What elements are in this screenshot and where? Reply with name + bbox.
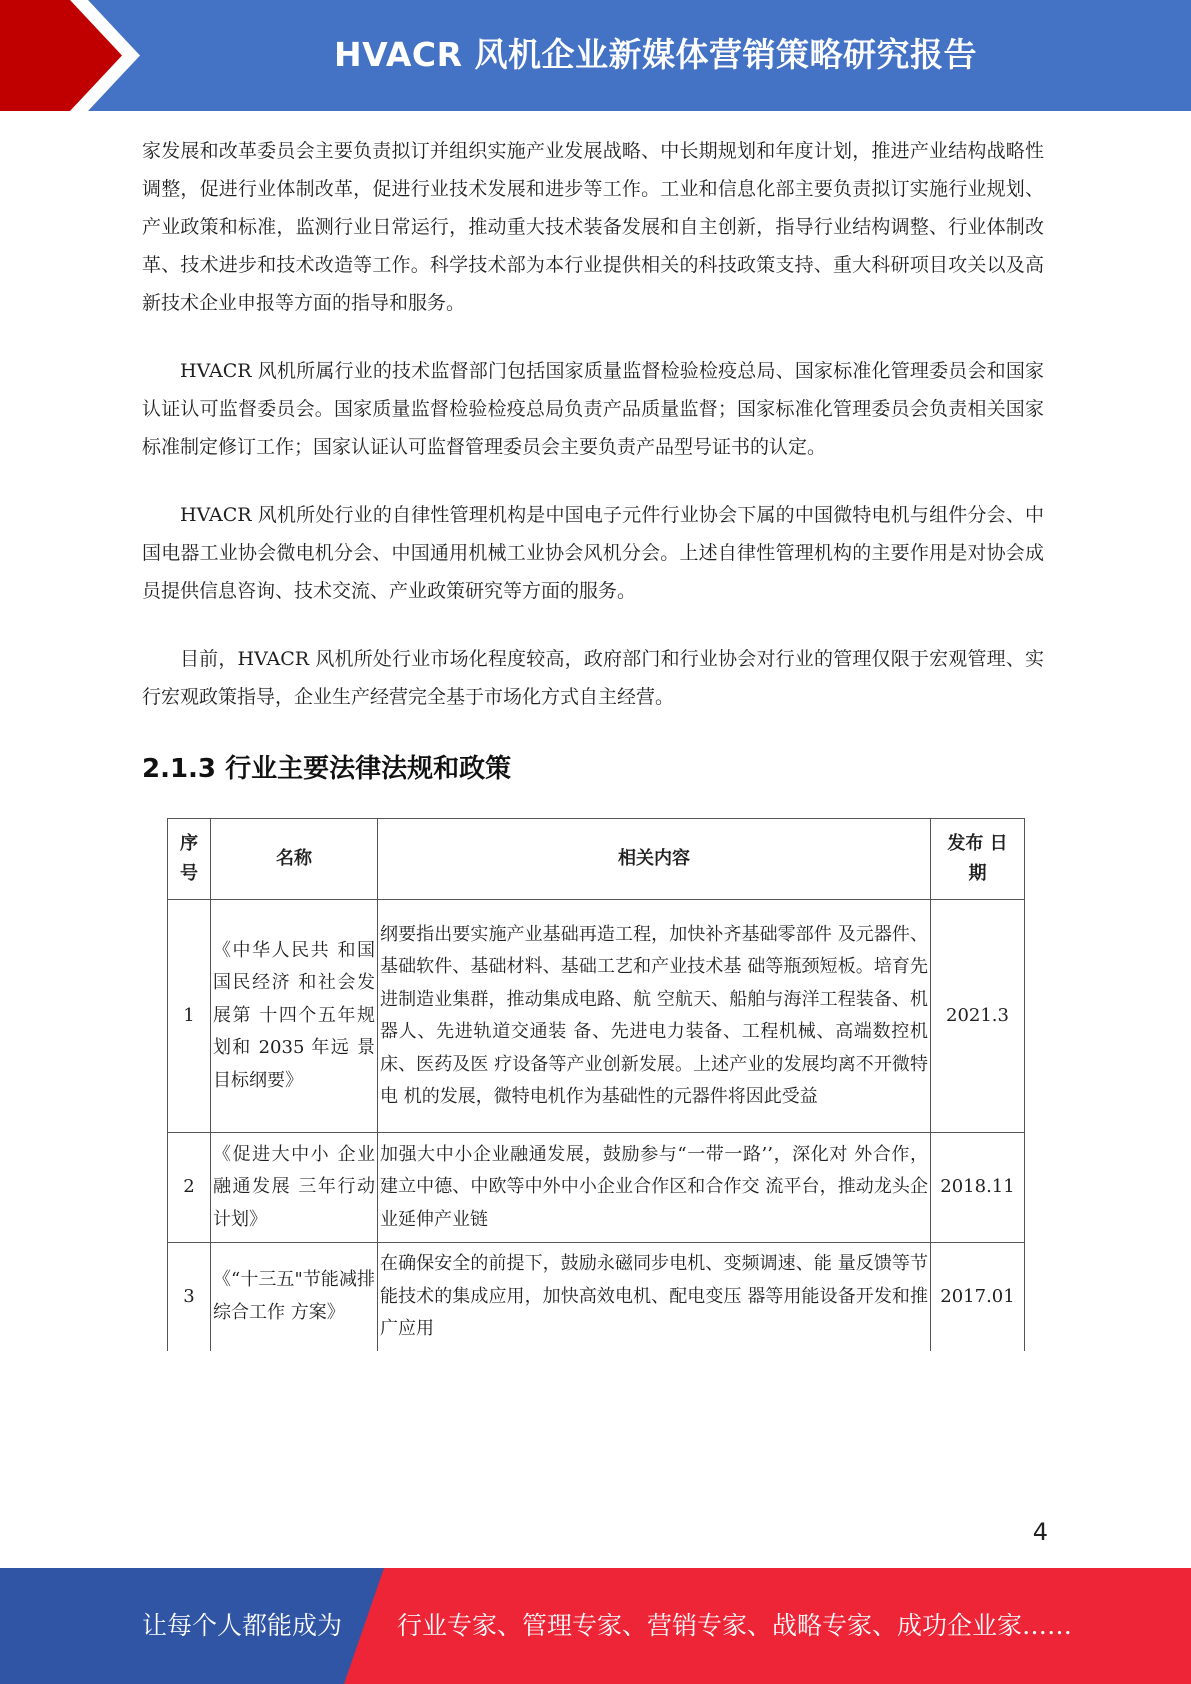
table-row (168, 1243, 1025, 1351)
report-title: HVACR 风机企业新媒体营销策略研究报告 (333, 35, 978, 74)
row-date: 2021.3 (931, 900, 1025, 1133)
row-content: 纲要指出要实施产业基础再造工程，加快补齐基础零部件 及元器件、基础软件、基础材料、基础工艺和产业技术基 础等瓶颈短板。培育先进制造业集群，推动集成电路、航 空航天、船舶与海洋工程装备、机器人、先进轨道交通装 备、先进电力装备、工程机械、高端数控机床、医药及医 疗设备等产业创新发展。上述产业的发展均离不开微特电 机的发展，微特电机作为基础性的元器件将因此受益 (378, 900, 931, 1133)
paragraph: HVACR 风机所处行业的自律性管理机构是中国电子元件行业协会下属的中国微特电机与组件分会、中国电器工业协会微电机分会、中国通用机械工业协会风机分会。上述自律性管理机构的主要作用是对协会成员提供信息咨询、技术交流、产业政策研究等方面的服务。 (142, 504, 1044, 602)
footer-slogan-left: 让每个人都能成为 (142, 1611, 343, 1640)
header-name: 名称 (211, 819, 378, 900)
paragraph: 目前，HVACR 风机所处行业市场化程度较高，政府部门和行业协会对行业的管理仅限于宏观管理、实行宏观政策指导，企业生产经营完全基于市场化方式自主经营。 (142, 648, 1044, 708)
row-num: 1 (168, 900, 211, 1133)
page-number: 4 (1032, 1518, 1048, 1546)
row-name: 《促进大中小 企业融通发展 三年行动计划》 (211, 1133, 378, 1243)
table-row (168, 1133, 1025, 1243)
paragraph: HVACR 风机所属行业的技术监督部门包括国家质量监督检验检疫总局、国家标准化管理委员会和国家认证认可监督委员会。国家质量监督检验检疫总局负责产品质量监督；国家标准化管理委员会负责相关国家标准制定修订工作；国家认证认可监督管理委员会主要负责产品型号证书的认定。 (142, 360, 1044, 458)
page-header (0, 0, 1191, 111)
table-row (168, 900, 1025, 1133)
page-footer (0, 1568, 1191, 1684)
body-text (142, 132, 1044, 746)
header-content: 相关内容 (378, 819, 931, 900)
row-num: 2 (168, 1133, 211, 1243)
header-date: 发布 日期 (931, 819, 1025, 900)
row-num: 3 (168, 1243, 211, 1351)
row-content: 在确保安全的前提下，鼓励永磁同步电机、变频调速、能 量反馈等节能技术的集成应用，加快高效电机、配电变压 器等用能设备开发和推广应用 (378, 1243, 931, 1351)
row-date: 2017.01 (931, 1243, 1025, 1351)
table-header-row (168, 819, 1025, 900)
paragraph: 家发展和改革委员会主要负责拟订并组织实施产业发展战略、中长期规划和年度计划，推进产业结构战略性调整，促进行业体制改革，促进行业技术发展和进步等工作。工业和信息化部主要负责拟订实施行业规划、产业政策和标准，监测行业日常运行，推动重大技术装备发展和自主创新，指导行业结构调整、行业体制改革、技术进步和技术改造等工作。科学技术部为本行业提供相关的科技政策支持、重大科研项目攻关以及高新技术企业申报等方面的指导和服务。 (142, 140, 1044, 314)
row-name: 《中华人民共 和国国民经济 和社会发展第 十四个五年规 划和 2035 年远 景目标纲要》 (211, 900, 378, 1133)
policy-table (167, 818, 1025, 1351)
row-name: 《“十三五"节能减排综合工作 方案》 (211, 1243, 378, 1351)
header-arrow-decoration (0, 0, 160, 111)
section-heading: 2.1.3 行业主要法律法规和政策 (142, 754, 512, 784)
row-date: 2018.11 (931, 1133, 1025, 1243)
row-content: 加强大中小企业融通发展，鼓励参与“一带一路’’，深化对 外合作，建立中德、中欧等中外中小企业合作区和合作交 流平台，推动龙头企业延伸产业链 (378, 1133, 931, 1243)
footer-slogan-right: 行业专家、管理专家、营销专家、战略专家、成功企业家…… (397, 1611, 1073, 1640)
header-num: 序号 (168, 819, 211, 900)
